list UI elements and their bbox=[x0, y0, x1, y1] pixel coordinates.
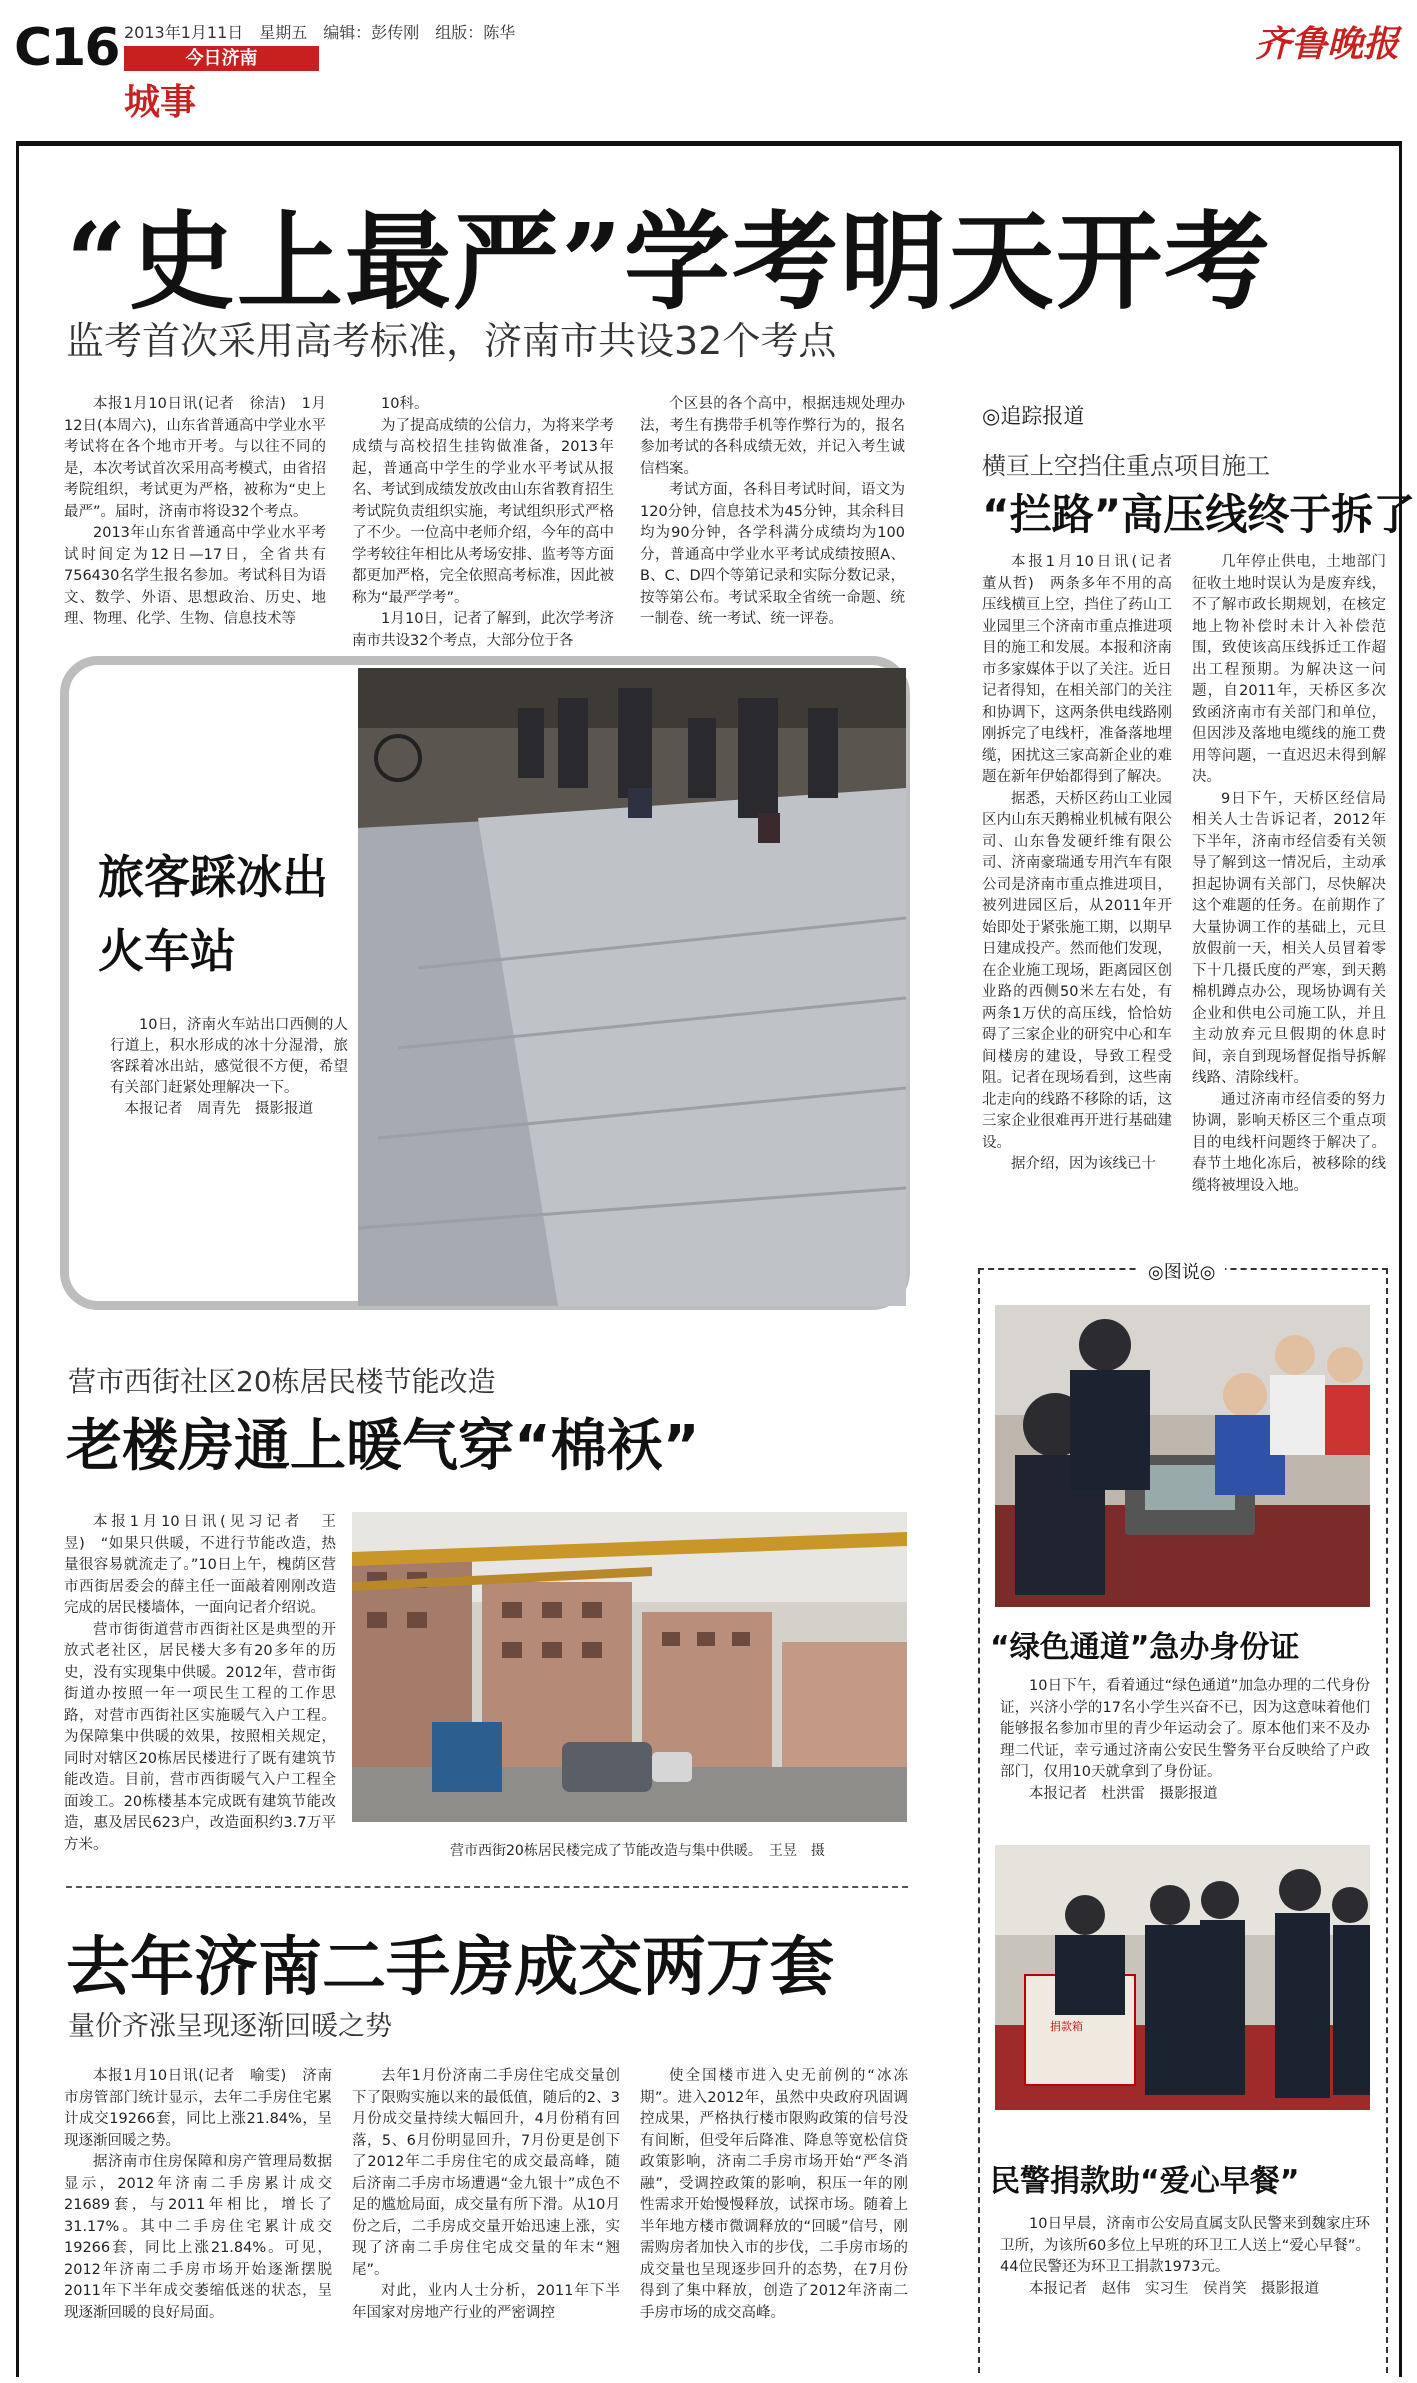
article1-col1 bbox=[64, 394, 326, 644]
article3-subhead: 量价齐涨呈现逐渐回暖之势 bbox=[68, 2011, 392, 2042]
photo-story1-headline: “绿色通道”急办身份证 bbox=[990, 1630, 1300, 1665]
donation-photo bbox=[995, 1845, 1370, 2110]
paragraph: 去年1月份济南二手房住宅成交量创下了限购实施以来的最低值，随后的2、3月份成交量持续大幅回升，4月份稍有回落，5、6月份明显回升，7月份更是创下了2012年二手房住宅的成交最高峰，随后济南二手房市场遭遇“金九银十”成色不足的尴尬局面，成交量有所下滑。从10月份之后，二手房成交量开始迅速上涨，实现了济南二手房住宅成交量的年末“翘尾”。 bbox=[352, 2068, 620, 2278]
issue-line: 2013年1月11日 星期五 编辑：彭传刚 组版：陈华 bbox=[124, 23, 516, 42]
paragraph: 9日下午，天桥区经信局相关人士告诉记者，2012年下半年，济南市经信委有关领导了解到这一情况后，主动承担起协调有关部门，尽快解决这个难题的任务。在前期作了大量协调工作的基础上，元旦放假前一天，相关人员冒着零下十几摄氏度的严寒，到天鹅棉机蹲点办公，现场协调有关企业和供电公司施工队，并且主动放弃元旦假期的休息时间，亲自到现场督促指导拆解线路、清除线杆。 bbox=[1192, 790, 1386, 1086]
photo1-caption-text: 10日，济南火车站出口西侧的人行道上，积水形成的冰十分湿滑，旅客踩着冰出站，感觉很不方便，希望有关部门赶紧处理解决一下。 bbox=[110, 1017, 348, 1096]
photo-story2-credit: 本报记者 赵伟 实习生 侯肖笑 摄影报道 bbox=[1029, 2280, 1319, 2297]
right-rule bbox=[1399, 141, 1402, 2377]
page-number: C16 bbox=[14, 18, 119, 78]
article2-photo-caption: 营市西街20栋居民楼完成了节能改造与集中供暖。 王昱 摄 bbox=[450, 1843, 825, 1859]
article2-body bbox=[64, 1512, 336, 1872]
article3-col1 bbox=[64, 2066, 332, 2366]
paragraph: 据介绍，因为该线已十 bbox=[1011, 1156, 1156, 1172]
paragraph: 几年停止供电，土地部门征收土地时误认为是废弃线，不了解市政长期规划，在核定地上物补偿时未计入补偿范围，致使该高压线拆迁工作超出工程预期。为解决这一问题，自2011年，天桥区多次致函济南市有关部门和单位，但因涉及落地电缆线的施工费用等问题，一直迟迟未得到解决。 bbox=[1192, 554, 1386, 785]
article3-col3 bbox=[640, 2066, 908, 2366]
photo-story2-body: 10日早晨，济南市公安局直属支队民警来到魏家庄环卫所，为该所60多位上早班的环卫工人送上“爱心早餐”。44位民警还为环卫工捐款1973元。 bbox=[1000, 2216, 1370, 2275]
photo1-title: 旅客踩冰出火车站 bbox=[98, 850, 328, 978]
paragraph: 个区县的各个高中，根据违规处理办法，考生有携带手机等作弊行为的，报名参加考试的各科成绩无效，并记入考生诚信档案。 bbox=[640, 396, 905, 477]
trace-col2 bbox=[1192, 552, 1386, 1232]
paragraph: 营市街街道营市西街社区是典型的开放式老社区，居民楼大多有20多年的历史，没有实现集中供暖。2012年，营市街街道办按照一年一项民生工程的工作思路，对营市西街社区实施暖气入户工程。为保障集中供暖的效果，按照相关规定，同时对辖区20栋居民楼进行了既有建筑节能改造。目前，营市西街暖气入户工程全面竣工。20栋楼基本完成既有建筑节能改造，惠及居民623户，改造面积约3.7万平方米。 bbox=[64, 1621, 336, 1853]
trace-label: ◎追踪报道 bbox=[982, 404, 1085, 428]
section-name: 城事 bbox=[124, 82, 197, 123]
paragraph: 10科。 bbox=[381, 396, 429, 412]
article1-col2 bbox=[352, 394, 614, 649]
left-rule bbox=[16, 141, 19, 2377]
article2-headline: 老楼房通上暖气穿“棉袄” bbox=[66, 1414, 700, 1479]
photo-story1-body: 10日下午，看着通过“绿色通道”加急办理的二代身份证，兴济小学的17名小学生兴奋不已，因为这意味着他们能够报名参加市里的青少年运动会了。原本他们来不及办理二代证，幸亏通过济南公安民生警务平台反映给了户政部门，仅用10天就拿到了身份证。 bbox=[1000, 1678, 1370, 1780]
paragraph: 本报1月10日讯(记者 徐洁) 1月12日(本周六)，山东省普通高中学业水平考试将在各个地市开考。与以往不同的是，本次考试首次采用高考模式，由省招考院组织，考试更为严格，被称为“史上最严”。届时，济南市将设32个考点。 bbox=[64, 396, 326, 520]
paragraph: 使全国楼市进入史无前例的“冰冻期”。进入2012年，虽然中央政府巩固调控成果，严格执行楼市限购政策的信号没有间断，但受年后降准、降息等宽松信贷政策影响，济南二手房市场开始“严冬消融”，受调控政策的影响，积压一年的刚性需求开始慢慢释放，试探市场。随着上半年地方楼市微调释放的“回暖”信号，刚需购房者加快入市的步伐，二手房市场的成交量也呈现逐步回升的态势，在7月份得到了集中释放，创造了2012年济南二手房市场的成交高峰。 bbox=[640, 2068, 908, 2321]
paragraph: 2013年山东省普通高中学业水平考试时间定为12日—17日，全省共有756430名学生报名参加。考试科目为语文、数学、外语、思想政治、历史、地理、物理、化学、生物、信息技术等 bbox=[64, 525, 326, 627]
paragraph: 本报1月10日讯(见习记者 王昱) “如果只供暖，不进行节能改造，热量很容易就流走了。”10日上午，槐荫区营市西街居委会的薛主任一面敲着刚刚改造完成的居民楼墙体，一面向记者介绍说。 bbox=[64, 1514, 336, 1616]
photo1-credit: 本报记者 周青先 摄影报道 bbox=[124, 1101, 313, 1117]
section-tag: 今日济南 bbox=[124, 46, 319, 71]
article3-col2 bbox=[352, 2066, 620, 2366]
photo1-caption bbox=[110, 1015, 348, 1120]
paragraph: 本报1月10日讯(记者 喻雯) 济南市房管部门统计显示，去年二手房住宅累计成交19266套，同比上涨21.84%，呈现逐渐回暖之势。 bbox=[64, 2068, 332, 2149]
logo-text: 齐鲁晚报 bbox=[1255, 23, 1400, 65]
paragraph: 1月10日，记者了解到，此次学考济南市共设32个考点，大部分位于各 bbox=[352, 611, 614, 649]
article2-subhead: 营市西街社区20栋居民楼节能改造 bbox=[68, 1365, 496, 1398]
masthead-logo bbox=[1255, 14, 1405, 74]
trace-col1 bbox=[982, 552, 1187, 1232]
residential-building-photo bbox=[352, 1512, 907, 1822]
paragraph: 本报1月10日讯(记者 董从哲) 两条多年不用的高压线横亘上空，挡住了药山工业园里三个济南市重点推进项目的施工和发展。本报和济南市多家媒体于以了关注。近日记者得知，在相关部门的关注和协调下，这两条供电线路刚刚拆完了电线杆，准备落地埋缆，困扰这三家高新企业的难题在新年伊始都得到了解决。 bbox=[982, 554, 1187, 785]
photo-stories-label: ◎图说◎ bbox=[1138, 1258, 1225, 1284]
top-rule bbox=[16, 141, 1402, 146]
paragraph: 为了提高成绩的公信力，为将来学考成绩与高校招生挂钩做准备，2013年起，普通高中学生的学业水平考试从报名、考试到成绩发放改由山东省教育招生考试院负责组织实施，考试组织形式严格了不少。一位高中老师介绍，今年的高中学考较往年相比从考场安排、监考等方面都更加严格，完全依照高考标准，因此被称为“最严学考”。 bbox=[352, 417, 614, 606]
main-subhead: 监考首次采用高考标准，济南市共设32个考点 bbox=[66, 319, 837, 363]
paragraph: 通过济南市经信委的努力协调，影响天桥区三个重点项目的电线杆问题终于解决了。春节土地化冻后，被移除的线缆将被埋设入地。 bbox=[1192, 1091, 1386, 1194]
photo-story1-credit: 本报记者 杜洪雷 摄影报道 bbox=[1029, 1785, 1218, 1802]
main-headline: “史上最严”学考明天开考 bbox=[66, 199, 1272, 324]
photo-story2-headline: 民警捐款助“爱心早餐” bbox=[990, 2164, 1300, 2199]
paragraph: 据悉，天桥区药山工业园区内山东天鹅棉业机械有限公司、山东鲁发硬纤维有限公司、济南豪瑞通专用汽车有限公司是济南市重点推进项目，被列进园区后，从2011年开始即处于紧张施工期，以期早日建成投产。然而他们发现，在企业施工现场，距离园区创业路的西侧50米左右处，有两条1万伏的高压线，恰恰妨碍了三家企业的研究中心和车间楼房的建设，导致工程受阻。记者在现场看到，这些南北走向的线路不移除的话，这三家企业很难再开进行基础建设。 bbox=[982, 790, 1172, 1151]
photo-story1-text bbox=[1000, 1676, 1370, 1806]
donation-box-label: 捐款箱 bbox=[1050, 2020, 1083, 2033]
article3-headline: 去年济南二手房成交两万套 bbox=[66, 1930, 834, 2005]
id-card-photo bbox=[995, 1305, 1370, 1607]
paragraph: 据济南市住房保障和房产管理局数据显示，2012年济南二手房累计成交21689套，与2011年相比，增长了31.17%。其中二手房住宅累计成交19266套，同比上涨21.84%。可见，2012年济南二手房市场开始逐渐摆脱2011年下半年成交萎缩低迷的状态，呈现逐渐回暖的良好局面。 bbox=[64, 2154, 332, 2321]
trace-headline: “拦路”高压线终于拆了 bbox=[982, 490, 1416, 539]
trace-subhead: 横亘上空挡住重点项目施工 bbox=[982, 452, 1270, 480]
section-divider bbox=[66, 1886, 908, 1888]
station-ice-photo bbox=[358, 668, 906, 1306]
paragraph: 对此，业内人士分析，2011年下半年国家对房地产行业的严密调控 bbox=[352, 2283, 620, 2321]
paragraph: 考试方面，各科目考试时间，语文为120分钟，信息技术为45分钟，其余科目均为90分钟，各学科满分成绩均为100分，普通高中学业水平考试成绩按照A、B、C、D四个等第记录和实际分数记录，按等第公布。考试采取全省统一命题、统一制卷、统一考试、统一评卷。 bbox=[640, 482, 905, 627]
article1-col3 bbox=[640, 394, 905, 644]
photo-story2-text bbox=[1000, 2214, 1370, 2314]
